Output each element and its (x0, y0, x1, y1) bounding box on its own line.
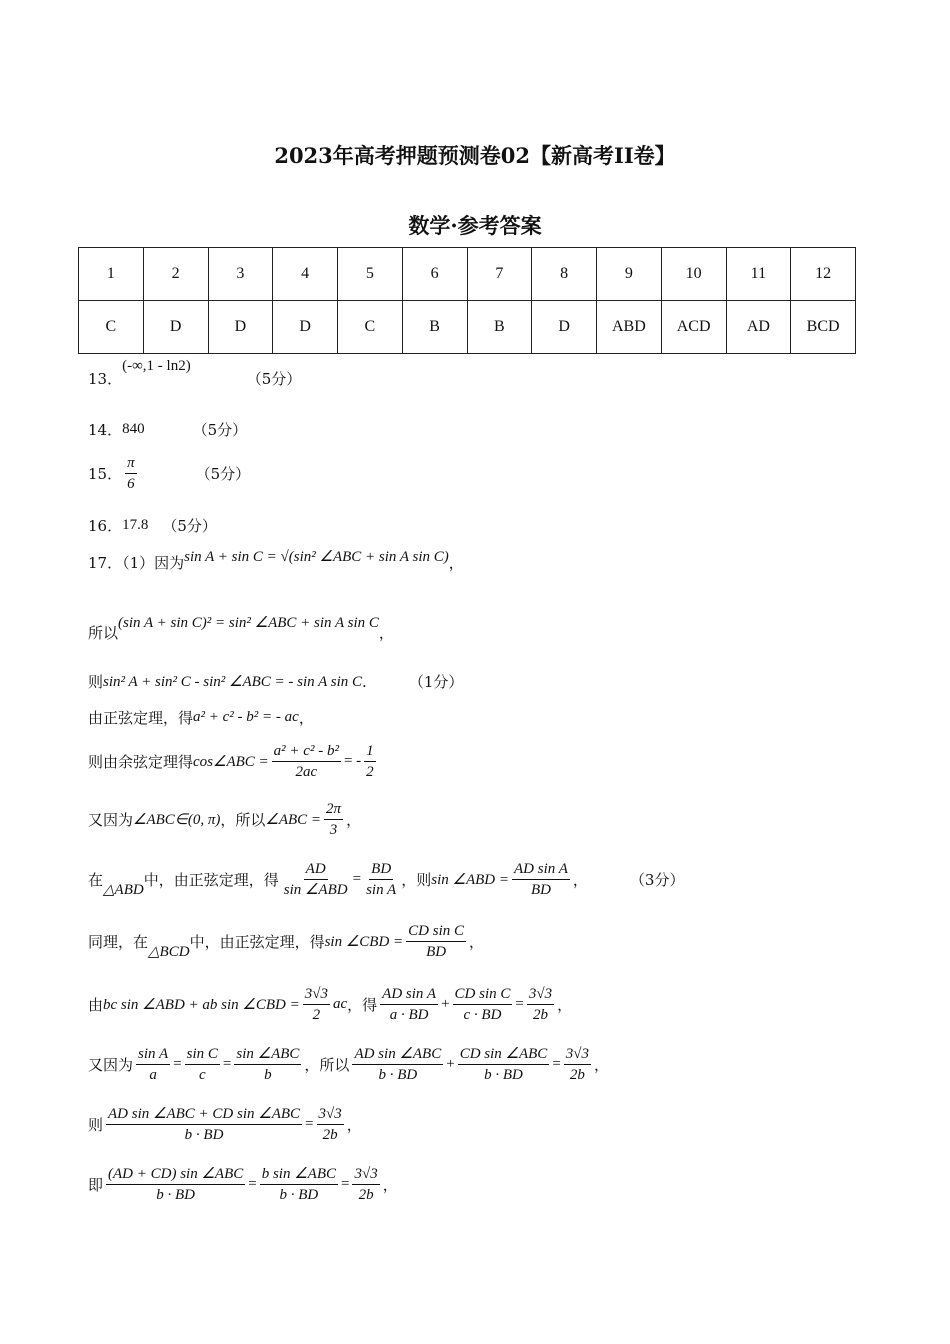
denominator: b (264, 1067, 272, 1083)
q15-points: （5分） (195, 465, 251, 483)
math-expression: ∠ABC∈(0, π) (133, 812, 221, 828)
math-expression: sin A + sin C = √(sin² ∠ABC + sin A sin C) (184, 549, 449, 565)
q14-points: （5分） (192, 421, 248, 439)
fraction (260, 1165, 338, 1204)
denominator: b · BD (378, 1067, 418, 1083)
solution-line-1 (88, 549, 464, 573)
question-number: 9 (597, 248, 662, 301)
solution-line-6 (88, 800, 361, 839)
numerator: sin C (185, 1045, 220, 1065)
math-expression: ac (332, 996, 348, 1012)
numerator: 2π (324, 800, 343, 820)
answer-13 (88, 358, 302, 389)
numerator: AD sin ∠ABC + CD sin ∠ABC (106, 1105, 302, 1125)
numerator: CD sin ∠ABC (458, 1045, 550, 1065)
fraction (352, 1165, 379, 1204)
fraction (453, 985, 513, 1024)
answer-16 (88, 515, 217, 536)
answer-cell: ACD (661, 301, 726, 354)
numerator: AD sin A (512, 860, 570, 880)
operator: = (305, 1116, 314, 1132)
fraction (527, 985, 554, 1024)
denominator: c (198, 1067, 206, 1083)
denominator: c · BD (463, 1007, 502, 1023)
fraction (106, 1105, 302, 1144)
answer-cell: ABD (597, 301, 662, 354)
fraction (564, 1045, 591, 1084)
q16-label: 16． (88, 517, 123, 535)
page-title: 2023年高考押题预测卷02【新高考II卷】 (274, 143, 676, 168)
answer-cell: AD (726, 301, 791, 354)
q13-value: (-∞,1 - ln2) (122, 358, 191, 374)
fraction (324, 800, 343, 839)
numerator: 3√3 (352, 1165, 379, 1185)
question-number: 7 (467, 248, 532, 301)
operator: = (248, 1176, 257, 1192)
q13-points: （5分） (246, 370, 302, 388)
solution-line-3 (88, 671, 463, 692)
q15-fraction (125, 454, 137, 493)
triangle-label: △BCD (148, 944, 190, 960)
operator: + (441, 996, 450, 1012)
operator: = (341, 1176, 350, 1192)
answer-cell: B (402, 301, 467, 354)
math-expression: a² + c² - b² = - ac (193, 709, 299, 725)
text: ， (378, 624, 394, 642)
question-number: 6 (402, 248, 467, 301)
text: ， (298, 709, 314, 727)
denominator: 2b (322, 1127, 338, 1143)
numerator: 3√3 (317, 1105, 344, 1125)
text: 由正弦定理，得 (88, 709, 194, 727)
answer-14 (88, 419, 247, 440)
answer-cell: B (467, 301, 532, 354)
numerator: AD (304, 860, 328, 880)
fraction (364, 742, 376, 781)
q13-label: 13． (88, 370, 123, 388)
denominator: sin ∠ABD (283, 882, 348, 898)
text: ，则 (401, 871, 432, 889)
math-expression: (sin A + sin C)² = sin² ∠ABC + sin A sin C (118, 615, 379, 631)
denominator: 2b (532, 1007, 548, 1023)
numerator: b sin ∠ABC (260, 1165, 338, 1185)
math-expression: sin ∠ABD = (431, 872, 509, 888)
operator: = (352, 871, 362, 887)
text: 在 (88, 871, 104, 889)
fraction (406, 922, 466, 961)
answer-cell: D (143, 301, 208, 354)
fraction (364, 860, 398, 899)
operator: = (552, 1056, 561, 1072)
math-expression: ∠ABC = (265, 812, 322, 828)
numerator: CD sin C (453, 985, 513, 1005)
denominator: b · BD (279, 1187, 319, 1203)
numerator: AD sin ∠ABC (352, 1045, 443, 1065)
text: ， (346, 811, 362, 829)
numerator: 3√3 (564, 1045, 591, 1065)
solution-line-9 (88, 985, 572, 1024)
fraction (303, 985, 330, 1024)
fraction (317, 1105, 344, 1144)
answer-cell: C (79, 301, 144, 354)
solution-line-11 (88, 1105, 362, 1144)
q16-points: （5分） (162, 517, 217, 535)
numerator: a² + c² - b² (272, 742, 341, 762)
fraction (352, 1045, 443, 1084)
text: ， (572, 871, 588, 889)
denominator: 2b (569, 1067, 585, 1083)
text: 又因为 (88, 811, 134, 829)
numerator: 3√3 (303, 985, 330, 1005)
question-number: 12 (791, 248, 856, 301)
fraction (106, 1165, 245, 1204)
denominator: b · BD (484, 1067, 523, 1083)
numerator: sin ∠ABC (234, 1045, 301, 1065)
math-expression: cos∠ABC = (193, 754, 269, 770)
denominator: a (149, 1067, 157, 1083)
answer-cell: D (532, 301, 597, 354)
denominator: BD (426, 944, 447, 960)
text: ， (557, 996, 573, 1014)
fraction (458, 1045, 550, 1084)
numerator: (AD + CD) sin ∠ABC (106, 1165, 245, 1185)
solution-line-12 (88, 1165, 398, 1204)
text: 则 (88, 1116, 104, 1134)
text: 中，由正弦定理，得 (143, 871, 279, 889)
answer-table-answer-row (79, 301, 856, 354)
text: 又因为 (88, 1056, 134, 1074)
text: . (362, 672, 367, 691)
numerator: 3√3 (527, 985, 554, 1005)
solution-line-5 (88, 742, 379, 781)
denominator: 2b (358, 1187, 374, 1203)
solution-line-10 (88, 1045, 609, 1084)
numerator: BD (369, 860, 393, 880)
text: ， (448, 554, 464, 572)
math-expression: sin ∠CBD = (324, 934, 404, 950)
answer-table-number-row (79, 248, 856, 301)
question-number: 1 (79, 248, 144, 301)
triangle-label: △ABD (103, 882, 144, 898)
points: （3分） (629, 871, 685, 889)
answer-cell: C (338, 301, 403, 354)
numerator: sin A (136, 1045, 170, 1065)
q16-value: 17.8 (122, 517, 149, 533)
fraction (380, 985, 438, 1024)
operator: = - (343, 753, 362, 769)
answer-cell: D (273, 301, 338, 354)
q15-denominator: 6 (127, 476, 135, 492)
denominator: a · BD (389, 1007, 429, 1023)
text: 由 (88, 996, 104, 1014)
denominator: 2ac (295, 764, 318, 780)
text: 则 (88, 673, 104, 691)
operator: = (222, 1056, 232, 1072)
question-number: 11 (726, 248, 791, 301)
answer-table (78, 247, 856, 354)
operator: = (173, 1056, 182, 1072)
operator: + (446, 1056, 455, 1072)
question-number: 2 (143, 248, 208, 301)
solution-line-4 (88, 707, 314, 728)
fraction (512, 860, 570, 899)
text: ，所以 (220, 811, 266, 829)
q15-label: 15． (88, 465, 123, 483)
text: ， (594, 1056, 610, 1074)
numerator: CD sin C (406, 922, 466, 942)
q14-value: 840 (122, 421, 145, 437)
question-number: 8 (532, 248, 597, 301)
question-number: 10 (661, 248, 726, 301)
q14-label: 14． (88, 421, 123, 439)
text: 所以 (88, 624, 119, 642)
denominator: b · BD (184, 1127, 224, 1143)
solution-line-7 (88, 860, 684, 899)
fraction (282, 860, 350, 899)
fraction (185, 1045, 220, 1084)
text: 即 (88, 1176, 104, 1194)
text: 则由余弦定理得 (88, 753, 194, 771)
solution-line-2 (88, 612, 394, 642)
math-expression: bc sin ∠ABD + ab sin ∠CBD = (103, 997, 300, 1013)
text: ， (469, 933, 485, 951)
fraction (136, 1045, 170, 1084)
q15-numerator: π (125, 454, 137, 474)
text: ，所以 (304, 1056, 350, 1074)
page-subtitle: 数学·参考答案 (408, 213, 542, 238)
fraction (272, 742, 341, 781)
answer-15 (88, 454, 250, 493)
operator: = (515, 996, 524, 1012)
text: 中，由正弦定理，得 (189, 933, 325, 951)
math-expression: sin² A + sin² C - sin² ∠ABC = - sin A sin C (103, 674, 363, 690)
denominator: sin A (366, 882, 397, 898)
text: 17．（1）因为 (88, 554, 185, 572)
numerator: 1 (364, 742, 376, 762)
text: ，得 (347, 996, 378, 1014)
fraction (234, 1045, 301, 1084)
question-number: 3 (208, 248, 273, 301)
answer-cell: BCD (791, 301, 856, 354)
answer-cell: D (208, 301, 273, 354)
text: ， (382, 1176, 398, 1194)
text: 同理，在 (88, 933, 149, 951)
question-number: 4 (273, 248, 338, 301)
denominator: 2 (312, 1007, 321, 1023)
solution-line-8 (88, 922, 484, 961)
denominator: 2 (366, 764, 374, 780)
text: ， (346, 1116, 362, 1134)
denominator: 3 (329, 822, 338, 838)
points: （1分） (408, 673, 464, 691)
question-number: 5 (338, 248, 403, 301)
denominator: b · BD (156, 1187, 195, 1203)
numerator: AD sin A (380, 985, 438, 1005)
denominator: BD (530, 882, 551, 898)
